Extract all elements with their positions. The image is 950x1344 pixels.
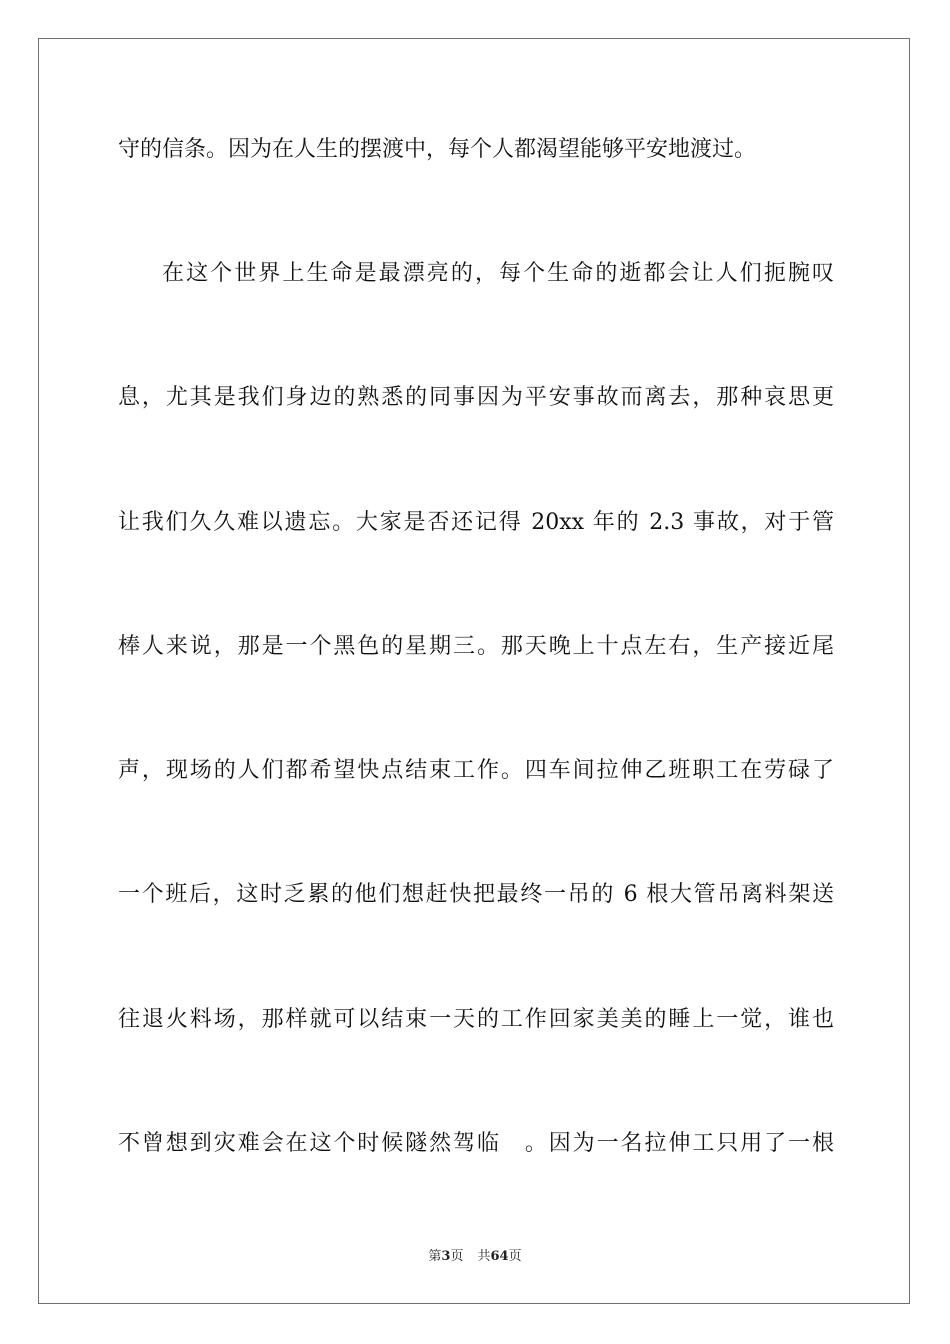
total-pages: 64 [490,1249,509,1264]
page-suffix: 页 [450,1249,464,1264]
body-line-7: 一个班后，这时乏累的他们想赶快把最终一吊的 6 根大管吊离料架送 [118,882,834,907]
body-line-4: 让我们久久难以遗忘。大家是否还记得 20xx 年的 2.3 事故，对于管 [118,510,834,535]
page-border [38,38,910,1304]
page-prefix: 第 [428,1249,442,1264]
body-line-6: 声，现场的人们都希望快点结束工作。四车间拉伸乙班职工在劳碌了 [118,758,834,783]
body-line-2: 在这个世界上生命是最漂亮的，每个生命的逝都会让人们扼腕叹 [162,261,834,286]
body-line-1: 守的信条。因为在人生的摆渡中，每个人都渴望能够平安地渡过。 [118,137,757,162]
body-line-8: 往退火料场，那样就可以结束一天的工作回家美美的睡上一觉，谁也 [118,1007,834,1032]
total-suffix: 页 [508,1249,522,1264]
body-line-5: 棒人来说，那是一个黑色的星期三。那天晚上十点左右，生产接近尾 [118,634,834,659]
total-prefix: 共 [477,1249,491,1264]
body-line-9: 不曾想到灾难会在这个时候隧然驾临 。因为一名拉伸工只用了一根 [118,1131,834,1156]
body-line-3: 息，尤其是我们身边的熟悉的同事因为平安事故而离去，那种哀思更 [118,385,834,410]
page-footer [0,1249,950,1265]
page-number: 3 [441,1249,451,1264]
